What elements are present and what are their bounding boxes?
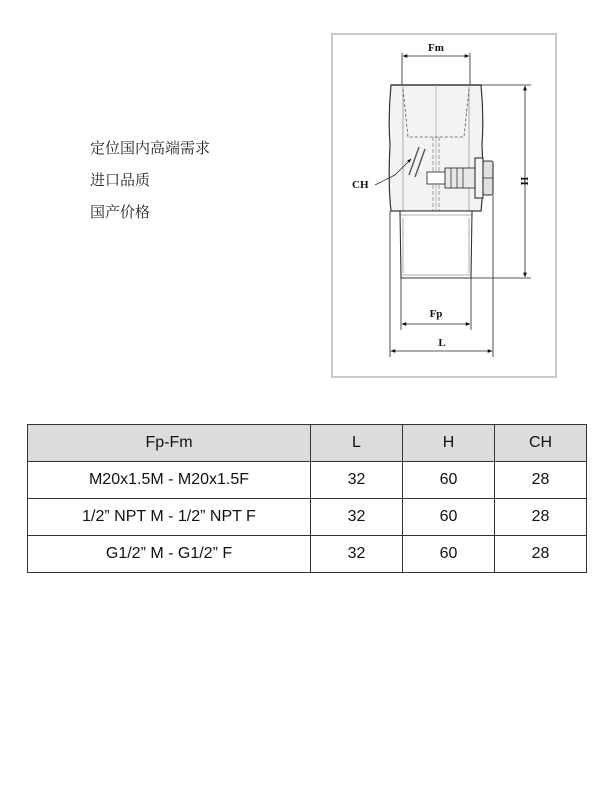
fm-label: Fm xyxy=(428,42,444,54)
ch-label: CH xyxy=(352,179,369,191)
table-row xyxy=(28,462,587,499)
table-cell: 60 xyxy=(403,499,495,536)
feature-item: 国产价格 xyxy=(90,203,151,221)
table-cell: 60 xyxy=(403,536,495,573)
column-header: Fp-Fm xyxy=(28,425,311,462)
column-header: H xyxy=(403,425,495,462)
spec-table xyxy=(27,424,587,573)
table-cell: M20x1.5M - M20x1.5F xyxy=(28,462,311,499)
valve-drawing-svg xyxy=(333,35,555,376)
fm-dimension xyxy=(402,42,470,85)
table-cell: 32 xyxy=(311,499,403,536)
table-cell: 60 xyxy=(403,462,495,499)
feature-list xyxy=(90,132,210,228)
male-thread xyxy=(400,211,472,278)
table-row xyxy=(28,536,587,573)
l-label: L xyxy=(438,337,446,349)
table-cell: 28 xyxy=(495,536,587,573)
table-cell: G1/2” M - G1/2” F xyxy=(28,536,311,573)
table-cell: 28 xyxy=(495,462,587,499)
fp-dimension xyxy=(401,278,471,330)
technical-drawing xyxy=(331,33,557,378)
table-cell: 1/2” NPT M - 1/2” NPT F xyxy=(28,499,311,536)
table-row xyxy=(28,499,587,536)
h-label: H xyxy=(518,176,530,186)
fp-label: Fp xyxy=(429,308,443,320)
table-cell: 28 xyxy=(495,499,587,536)
feature-item: 定位国内高端需求 xyxy=(90,139,211,157)
feature-item: 进口品质 xyxy=(90,171,151,189)
table-cell: 32 xyxy=(311,536,403,573)
column-header: CH xyxy=(495,425,587,462)
column-header: L xyxy=(311,425,403,462)
table-cell: 32 xyxy=(311,462,403,499)
table-header-row xyxy=(28,425,587,462)
